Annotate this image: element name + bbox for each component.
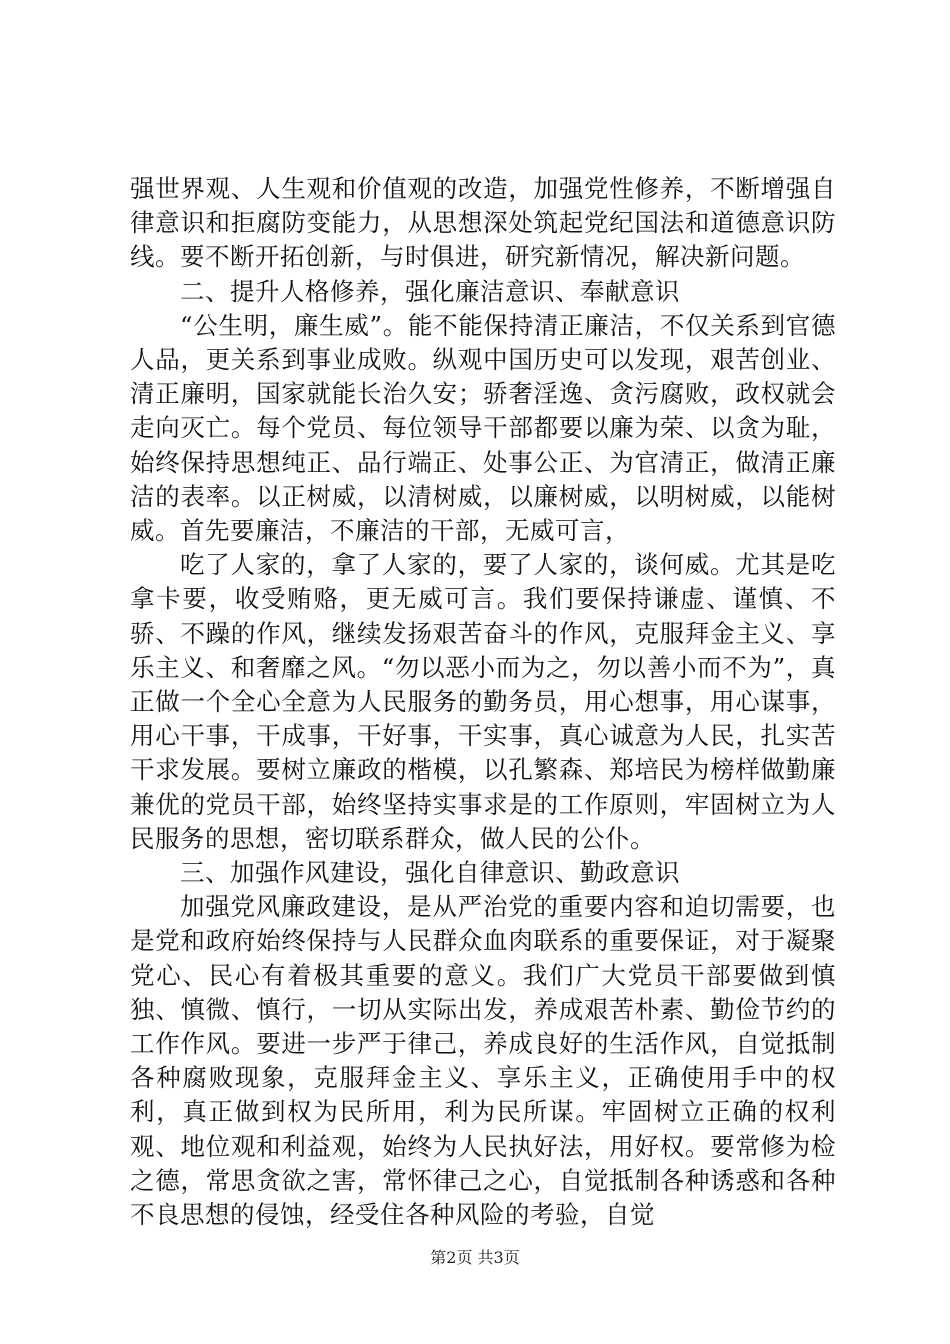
- section-heading-2: 二、提升人格修养，强化廉洁意识、奉献意识: [180, 276, 680, 306]
- paragraph-authority: 吃了人家的，拿了人家的，要了人家的，谈何威。尤其是吃拿卡要，收受贿赂，更无威可言。我们要保持谦虚、谨慎、不骄、不躁的作风，继续发扬艰苦奋斗的作风，克服拜金主义、享乐主义、和奢靡之风。“勿以恶小而为之，勿以善小而不为”，真正做一个全心全意为人民服务的勤务员，用心想事，用心谋事，用心干事，干成事，干好事，干实事，真心诚意为人民，扎实苦干求发展。要树立廉政的楷模，以孔繁森、郑培民为榜样做勤廉兼优的党员干部，始终坚持实事求是的工作原则，牢固树立为人民服务的思想，密切联系群众，做人民的公仆。: [130, 550, 836, 853]
- paragraph-integrity: “公生明，廉生威”。能不能保持清正廉洁，不仅关系到官德人品，更关系到事业成败。纵观中国历史可以发现，艰苦创业、清正廉明，国家就能长治久安；骄奢淫逸、贪污腐败，政权就会走向灭亡。每个党员、每位领导干部都要以廉为荣、以贪为耻，始终保持思想纯正、品行端正、处事公正、为官清正，做清正廉洁的表率。以正树威，以清树威，以廉树威，以明树威，以能树威。首先要廉洁，不廉洁的干部，无威可言，: [130, 310, 836, 546]
- document-body: [130, 172, 836, 1232]
- page-number-footer: 第2页 共3页: [430, 1248, 520, 1267]
- section-heading-3: 三、加强作风建设，强化自律意识、勤政意识: [180, 858, 680, 888]
- paragraph-work-style: 加强党风廉政建设，是从严治党的重要内容和迫切需要，也是党和政府始终保持与人民群众血肉联系的重要保证，对于凝聚党心、民心有着极其重要的意义。我们广大党员干部要做到慎独、慎微、慎行，一切从实际出发，养成艰苦朴素、勤俭节约的工作作风。要进一步严于律己，养成良好的生活作风，自觉抵制各种腐败现象，克服拜金主义、享乐主义，正确使用手中的权利，真正做到权为民所用，利为民所谋。牢固树立正确的权利观、地位观和利益观，始终为人民执好法，用好权。要常修为检之德，常思贪欲之害，常怀律己之心，自觉抵制各种诱惑和各种不良思想的侵蚀，经受住各种风险的考验，自觉: [130, 892, 836, 1230]
- paragraph-continuation: 强世界观、人生观和价值观的改造，加强党性修养，不断增强自律意识和拒腐防变能力，从思想深处筑起党纪国法和道德意识防线。要不断开拓创新，与时俱进，研究新情况，解决新问题。: [130, 174, 836, 272]
